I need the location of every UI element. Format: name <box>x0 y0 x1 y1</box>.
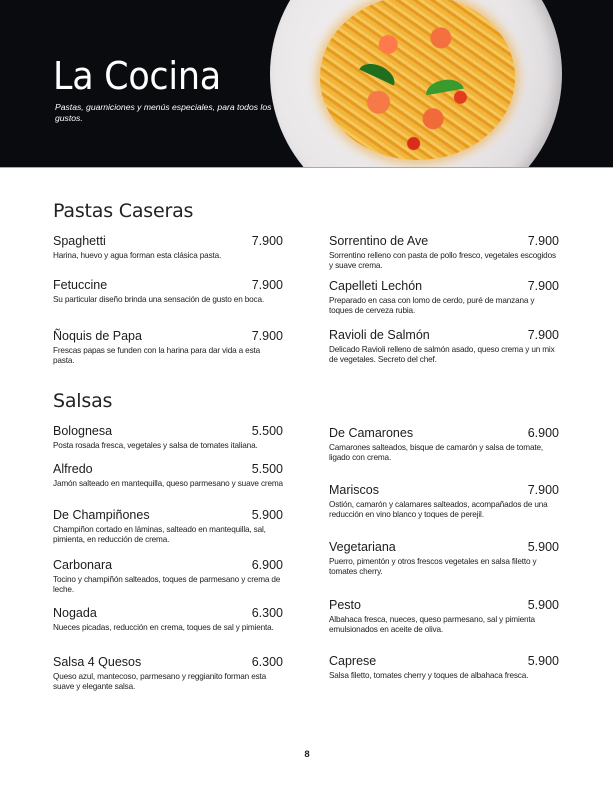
menu-item <box>53 278 283 305</box>
item-price: 6.900 <box>251 558 283 572</box>
item-price: 5.900 <box>527 598 559 612</box>
item-name: Mariscos <box>329 483 380 497</box>
item-price: 7.900 <box>527 328 559 342</box>
item-description: Ostión, camarón y calamares salteados, acompañados de una reducción en vino blanco y toques de perejil. <box>329 500 548 519</box>
item-name: Carbonara <box>53 558 113 572</box>
item-description: Tocino y champiñón salteados, toques de parmesano y crema de leche. <box>53 575 281 594</box>
menu-item <box>53 655 283 692</box>
menu-item <box>53 508 283 545</box>
menu-item <box>53 234 283 261</box>
item-name: Salsa 4 Quesos <box>53 655 142 669</box>
item-name: Alfredo <box>53 462 93 476</box>
item-name: Ñoquis de Papa <box>53 329 142 343</box>
item-name: De Champiñones <box>53 508 150 522</box>
item-price: 7.900 <box>251 234 283 248</box>
menu-item <box>329 279 559 316</box>
header-banner <box>0 0 613 168</box>
item-description: Champiñon cortado en láminas, salteado en mantequilla, sal, pimienta, en reducción de crema. <box>53 525 266 544</box>
menu-item <box>329 426 559 463</box>
item-name: Ravioli de Salmón <box>329 328 430 342</box>
page-title: La Cocina <box>53 54 221 98</box>
item-name: Pesto <box>329 598 361 612</box>
item-description: Nueces picadas, reducción en crema, toques de sal y pimienta. <box>53 623 274 632</box>
item-name: Spaghetti <box>53 234 106 248</box>
item-price: 7.900 <box>251 329 283 343</box>
menu-item <box>53 462 283 489</box>
item-price: 7.900 <box>251 278 283 292</box>
item-description: Jamón salteado en mantequilla, queso parmesano y suave crema <box>53 479 283 488</box>
section-title-pastas: Pastas Caseras <box>53 200 194 222</box>
item-description: Harina, huevo y agua forman esta clásica pasta. <box>53 251 222 260</box>
item-description: Su particular diseño brinda una sensación de gusto en boca. <box>53 295 264 304</box>
item-description: Posta rosada fresca, vegetales y salsa de tomates italiana. <box>53 441 258 450</box>
item-description: Preparado en casa con lomo de cerdo, puré de manzana y toques de cerveza rubia. <box>329 296 535 315</box>
item-price: 7.900 <box>527 234 559 248</box>
menu-item <box>53 329 283 366</box>
item-description: Salsa filetto, tomates cherry y toques de albahaca fresca. <box>329 671 529 680</box>
menu-item <box>329 598 559 635</box>
section-title-salsas: Salsas <box>53 390 113 412</box>
item-description: Camarones salteados, bisque de camarón y salsa de tomate, ligado con crema. <box>329 443 544 462</box>
item-name: Nogada <box>53 606 97 620</box>
item-name: Vegetariana <box>329 540 396 554</box>
item-price: 6.900 <box>527 426 559 440</box>
item-price: 5.900 <box>527 654 559 668</box>
item-description: Delicado Ravioli relleno de salmón asado, queso crema y un mix de vegetales. Secreto del chef. <box>329 345 555 364</box>
item-price: 5.500 <box>251 462 283 476</box>
menu-item <box>329 483 559 520</box>
item-description: Puerro, pimentón y otros frescos vegetales en salsa filetto y tomates cherry. <box>329 557 537 576</box>
item-price: 7.900 <box>527 483 559 497</box>
page-subtitle: Pastas, guarniciones y menús especiales, para todos los gustos. <box>55 102 272 123</box>
item-name: Fetuccine <box>53 278 108 292</box>
item-price: 7.900 <box>527 279 559 293</box>
item-name: Caprese <box>329 654 377 668</box>
menu-item <box>53 558 283 595</box>
item-name: Capelleti Lechón <box>329 279 423 293</box>
item-price: 6.300 <box>251 655 283 669</box>
item-description: Queso azul, mantecoso, parmesano y reggianito forman esta suave y elegante salsa. <box>53 672 267 691</box>
item-description: Sorrentino relleno con pasta de pollo fresco, vegetales escogidos y suave crema. <box>329 251 556 270</box>
item-name: Sorrentino de Ave <box>329 234 429 248</box>
item-price: 6.300 <box>251 606 283 620</box>
item-description: Frescas papas se funden con la harina para dar vida a esta pasta. <box>53 346 261 365</box>
menu-item <box>53 606 283 633</box>
menu-item <box>329 234 559 271</box>
item-name: Bolognesa <box>53 424 113 438</box>
item-description: Albahaca fresca, nueces, queso parmesano, sal y pimienta emulsionados en aceite de oliva. <box>329 615 535 634</box>
item-price: 5.900 <box>251 508 283 522</box>
menu-item <box>329 540 559 577</box>
item-name: De Camarones <box>329 426 414 440</box>
menu-item <box>329 654 559 681</box>
pasta-dish-image <box>320 0 515 160</box>
item-price: 5.900 <box>527 540 559 554</box>
menu-item <box>329 328 559 365</box>
page-number: 8 <box>304 749 310 760</box>
item-price: 5.500 <box>251 424 283 438</box>
menu-item <box>53 424 283 451</box>
